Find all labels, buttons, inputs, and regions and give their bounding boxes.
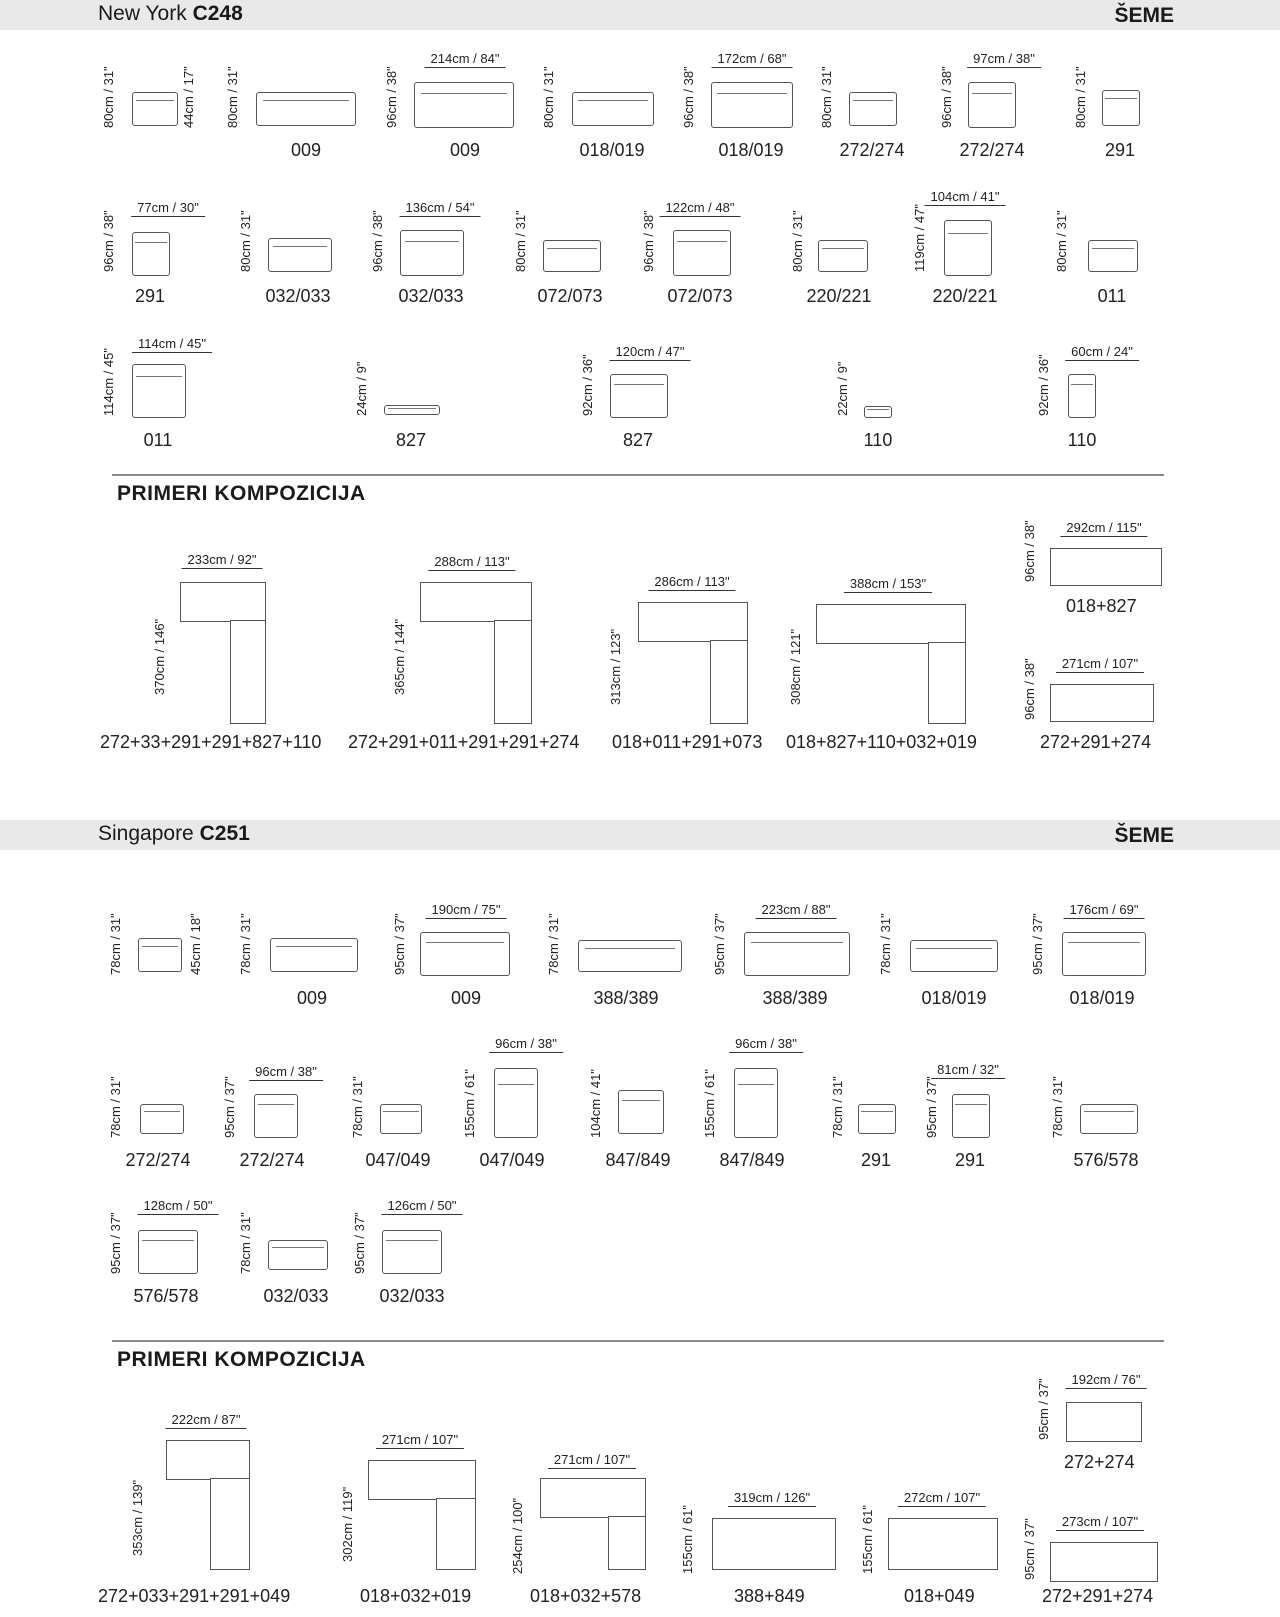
- module-code: 032/033: [263, 1286, 329, 1306]
- height-dim: 254cm / 100": [510, 1497, 525, 1574]
- module-code: 009: [290, 140, 322, 160]
- module-drawing: [849, 92, 897, 126]
- module-code: 072/073: [537, 286, 603, 306]
- height-dim: 370cm / 146": [152, 618, 167, 695]
- height-dim: 119cm / 47": [912, 204, 927, 272]
- height-dim: 114cm / 45": [101, 348, 116, 416]
- composition-drawing: [928, 642, 966, 724]
- height-dim: 95cm / 37": [924, 1076, 939, 1138]
- module-drawing: [744, 932, 850, 976]
- module-drawing: [420, 932, 510, 976]
- height-dim: 78cm / 31": [108, 1076, 123, 1138]
- height-dim: 95cm / 37": [352, 1212, 367, 1274]
- width-dim: 172cm / 68": [717, 51, 787, 66]
- width-dim: 96cm / 38": [495, 1036, 557, 1051]
- module-drawing: [734, 1068, 778, 1138]
- width-dim: 271cm / 107": [381, 1432, 459, 1447]
- height-dim: 80cm / 31": [790, 210, 805, 272]
- width-dim: 96cm / 38": [735, 1036, 797, 1051]
- module-drawing: [1088, 240, 1138, 272]
- module-drawing: [494, 1068, 538, 1138]
- module-drawing: [254, 1094, 298, 1138]
- module-code: 847/849: [719, 1150, 785, 1170]
- height-dim: 95cm / 37": [392, 913, 407, 975]
- height-dim: 155cm / 61": [702, 1069, 717, 1138]
- width-dim: 271cm / 107": [1061, 656, 1139, 671]
- composition-code: 272+291+011+291+291+274: [348, 732, 580, 752]
- module-code: 032/033: [265, 286, 331, 306]
- module-code: 110: [863, 430, 893, 450]
- height-dim: 95cm / 37": [1030, 913, 1045, 975]
- module-code: 018/019: [579, 140, 645, 160]
- height-dim: 95cm / 37": [712, 913, 727, 975]
- module-drawing: [414, 82, 514, 128]
- width-dim: 273cm / 107": [1061, 1514, 1139, 1529]
- module-code: 827: [395, 430, 427, 450]
- module-drawing: [610, 374, 668, 418]
- module-code: 388/389: [593, 988, 659, 1008]
- width-dim: 77cm / 30": [137, 200, 199, 215]
- width-dim: 136cm / 54": [405, 200, 475, 215]
- module-code: 011: [143, 430, 173, 450]
- module-code: 110: [1067, 430, 1097, 450]
- module-code: 011: [1097, 286, 1127, 306]
- module-drawing: [711, 82, 793, 128]
- module-code: 847/849: [605, 1150, 671, 1170]
- width-dim: 319cm / 126": [733, 1490, 811, 1505]
- width-dim: 190cm / 75": [431, 902, 501, 917]
- height-dim: 96cm / 38": [939, 66, 954, 128]
- composition-drawing: [1050, 548, 1162, 586]
- module-drawing: [132, 364, 186, 418]
- module-drawing: [132, 232, 170, 276]
- composition-drawing: [710, 640, 748, 724]
- composition-drawing: [494, 620, 532, 724]
- module-code: 291: [134, 286, 166, 306]
- module-code: 272/274: [839, 140, 905, 160]
- module-drawing: [268, 1240, 328, 1270]
- module-code: 018/019: [718, 140, 784, 160]
- composition-drawing: [1066, 1402, 1142, 1442]
- height-dim: 78cm / 31": [238, 913, 253, 975]
- composition-drawing: [180, 582, 266, 622]
- module-code: 827: [622, 430, 654, 450]
- width-dim: 214cm / 84": [430, 51, 500, 66]
- height-dim: 44cm / 17": [181, 66, 196, 128]
- height-dim: 78cm / 31": [108, 913, 123, 975]
- module-code: 009: [296, 988, 328, 1008]
- composition-drawing: [712, 1518, 836, 1570]
- width-dim: 271cm / 107": [553, 1452, 631, 1467]
- height-dim: 80cm / 31": [101, 66, 116, 128]
- module-drawing: [1080, 1104, 1138, 1134]
- module-drawing: [944, 220, 992, 276]
- module-drawing: [952, 1094, 990, 1138]
- composition-code: 018+032+578: [530, 1586, 642, 1606]
- composition-drawing: [368, 1460, 476, 1500]
- composition-code: 388+849: [734, 1586, 805, 1606]
- height-dim: 78cm / 31": [350, 1076, 365, 1138]
- height-dim: 45cm / 18": [188, 913, 203, 975]
- examples-title: PRIMERI KOMPOZICIJA: [117, 482, 366, 505]
- height-dim: 96cm / 38": [681, 66, 696, 128]
- width-dim: 233cm / 92": [187, 552, 257, 567]
- composition-drawing: [816, 604, 966, 644]
- composition-drawing: [210, 1478, 250, 1570]
- height-dim: 365cm / 144": [392, 618, 407, 695]
- width-dim: 122cm / 48": [665, 200, 735, 215]
- composition-code: 018+827: [1066, 596, 1137, 616]
- height-dim: 95cm / 37": [108, 1212, 123, 1274]
- height-dim: 95cm / 37": [1036, 1378, 1051, 1440]
- module-drawing: [268, 238, 332, 272]
- module-drawing: [132, 92, 178, 126]
- composition-drawing: [608, 1516, 646, 1570]
- composition-drawing: [166, 1440, 250, 1480]
- composition-code: 018+032+019: [360, 1586, 472, 1606]
- examples-title: PRIMERI KOMPOZICIJA: [117, 1348, 366, 1371]
- module-drawing: [618, 1090, 664, 1134]
- width-dim: 286cm / 113": [654, 574, 730, 589]
- section-header-newyork: [0, 0, 1280, 30]
- height-dim: 80cm / 31": [225, 66, 240, 128]
- module-drawing: [382, 1230, 442, 1274]
- module-code: 388/389: [762, 988, 828, 1008]
- height-dim: 155cm / 61": [680, 1505, 695, 1574]
- height-dim: 78cm / 31": [878, 913, 893, 975]
- module-drawing: [578, 940, 682, 972]
- module-code: 291: [860, 1150, 892, 1170]
- module-drawing: [818, 240, 868, 272]
- model-title: New York C248: [98, 2, 243, 25]
- model-title: Singapore C251: [98, 822, 250, 845]
- module-drawing: [673, 230, 731, 276]
- composition-code: 272+033+291+291+049: [98, 1586, 291, 1606]
- module-drawing: [138, 1230, 198, 1274]
- module-code: 047/049: [365, 1150, 431, 1170]
- height-dim: 155cm / 61": [462, 1069, 477, 1138]
- module-code: 009: [449, 140, 481, 160]
- module-code: 272/274: [239, 1150, 305, 1170]
- height-dim: 22cm / 9": [835, 361, 850, 416]
- height-dim: 96cm / 38": [101, 210, 116, 272]
- module-code: 576/578: [1073, 1150, 1139, 1170]
- scheme-label: ŠEME: [1114, 4, 1174, 27]
- height-dim: 313cm / 123": [608, 628, 623, 705]
- width-dim: 128cm / 50": [143, 1198, 213, 1213]
- width-dim: 104cm / 41": [930, 189, 1000, 204]
- width-dim: 81cm / 32": [937, 1062, 999, 1077]
- height-dim: 78cm / 31": [830, 1076, 845, 1138]
- divider: [112, 1340, 1164, 1342]
- width-dim: 60cm / 24": [1071, 344, 1133, 359]
- composition-drawing: [888, 1518, 998, 1570]
- width-dim: 96cm / 38": [255, 1064, 317, 1079]
- height-dim: 80cm / 31": [238, 210, 253, 272]
- module-code: 018/019: [921, 988, 987, 1008]
- module-drawing: [858, 1104, 896, 1134]
- module-code: 272/274: [125, 1150, 191, 1170]
- composition-drawing: [436, 1498, 476, 1570]
- height-dim: 308cm / 121": [788, 628, 803, 705]
- height-dim: 95cm / 37": [222, 1076, 237, 1138]
- height-dim: 78cm / 31": [238, 1212, 253, 1274]
- module-drawing: [1068, 374, 1096, 418]
- width-dim: 114cm / 45": [138, 336, 206, 351]
- module-drawing: [384, 405, 440, 415]
- height-dim: 80cm / 31": [513, 210, 528, 272]
- composition-drawing: [1050, 684, 1154, 722]
- scheme-label: ŠEME: [1114, 824, 1174, 847]
- module-drawing: [400, 230, 464, 276]
- width-dim: 388cm / 153": [849, 576, 927, 591]
- height-dim: 353cm / 139": [130, 1479, 145, 1556]
- width-dim: 126cm / 50": [387, 1198, 457, 1213]
- module-code: 032/033: [379, 1286, 445, 1306]
- width-dim: 97cm / 38": [973, 51, 1035, 66]
- composition-code: 018+827+110+032+019: [786, 732, 977, 752]
- module-code: 576/578: [133, 1286, 199, 1306]
- height-dim: 92cm / 36": [580, 354, 595, 416]
- module-code: 272/274: [959, 140, 1025, 160]
- width-dim: 192cm / 76": [1071, 1372, 1141, 1387]
- height-dim: 104cm / 41": [588, 1069, 603, 1138]
- height-dim: 96cm / 38": [1022, 520, 1037, 582]
- module-code: 220/221: [932, 286, 998, 306]
- module-code: 032/033: [398, 286, 464, 306]
- composition-code: 272+274: [1064, 1452, 1135, 1472]
- composition-drawing: [1050, 1542, 1158, 1582]
- module-code: 220/221: [806, 286, 872, 306]
- module-code: 072/073: [667, 286, 733, 306]
- height-dim: 155cm / 61": [860, 1505, 875, 1574]
- composition-code: 272+291+274: [1040, 732, 1152, 752]
- width-dim: 272cm / 107": [903, 1490, 981, 1505]
- width-dim: 223cm / 88": [761, 902, 831, 917]
- height-dim: 92cm / 36": [1036, 354, 1051, 416]
- module-drawing: [864, 406, 892, 418]
- height-dim: 80cm / 31": [819, 66, 834, 128]
- module-drawing: [572, 92, 654, 126]
- composition-code: 018+011+291+073: [612, 732, 763, 752]
- module-code: 009: [450, 988, 482, 1008]
- module-drawing: [140, 1104, 184, 1134]
- width-dim: 120cm / 47": [615, 344, 685, 359]
- module-drawing: [968, 82, 1016, 128]
- height-dim: 302cm / 119": [340, 1486, 355, 1562]
- module-code: 291: [1104, 140, 1136, 160]
- module-drawing: [1062, 932, 1146, 976]
- composition-drawing: [230, 620, 266, 724]
- width-dim: 288cm / 113": [434, 554, 510, 569]
- height-dim: 96cm / 38": [370, 210, 385, 272]
- module-drawing: [380, 1104, 422, 1134]
- height-dim: 80cm / 31": [1073, 66, 1088, 128]
- height-dim: 96cm / 38": [384, 66, 399, 128]
- height-dim: 95cm / 37": [1022, 1518, 1037, 1580]
- module-code: 018/019: [1069, 988, 1135, 1008]
- composition-code: 018+049: [904, 1586, 975, 1606]
- height-dim: 24cm / 9": [354, 361, 369, 416]
- composition-code: 272+291+274: [1042, 1586, 1154, 1606]
- height-dim: 78cm / 31": [546, 913, 561, 975]
- composition-drawing: [540, 1478, 646, 1518]
- composition-drawing: [638, 602, 748, 642]
- module-code: 291: [954, 1150, 986, 1170]
- module-code: 047/049: [479, 1150, 545, 1170]
- composition-drawing: [420, 582, 532, 622]
- composition-code: 272+33+291+291+827+110: [100, 732, 322, 752]
- module-drawing: [256, 92, 356, 126]
- width-dim: 222cm / 87": [171, 1412, 241, 1427]
- height-dim: 80cm / 31": [541, 66, 556, 128]
- width-dim: 292cm / 115": [1066, 520, 1142, 535]
- width-dim: 176cm / 69": [1069, 902, 1139, 917]
- divider: [112, 474, 1164, 476]
- height-dim: 80cm / 31": [1054, 210, 1069, 272]
- height-dim: 96cm / 38": [1022, 658, 1037, 720]
- module-drawing: [270, 938, 358, 972]
- module-drawing: [138, 938, 182, 972]
- module-drawing: [1102, 90, 1140, 126]
- module-drawing: [910, 940, 998, 972]
- height-dim: 78cm / 31": [1050, 1076, 1065, 1138]
- module-drawing: [543, 240, 601, 272]
- height-dim: 96cm / 38": [641, 210, 656, 272]
- section-header-singapore: [0, 820, 1280, 850]
